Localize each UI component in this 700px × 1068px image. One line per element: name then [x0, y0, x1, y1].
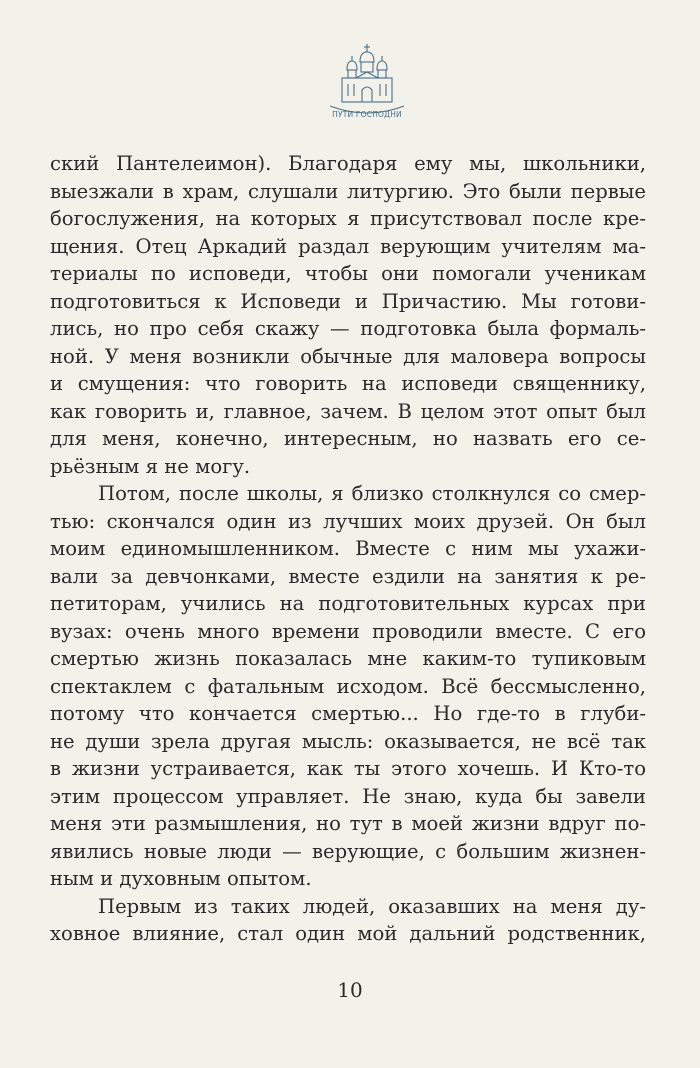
text-line: ский Пантелеимон). Благодаря ему мы, школьники, [50, 152, 646, 175]
logo-text: ПУТИ ГОСПОДНИ [332, 110, 402, 119]
text-line: спектаклем с фатальным исходом. Всё бессмысленно, [50, 674, 646, 698]
text-line: не души зрела другая мысль: оказывается, не всё так [50, 729, 646, 753]
text-line: щения. Отец Аркадий раздал верующим учителям ма- [50, 234, 646, 258]
text-line: ным и духовным опытом. [50, 867, 312, 890]
text-line: лись, но про себя скажу — подготовка была формаль- [50, 317, 646, 340]
text-line: петиторам, учились на подготовительных курсах при [50, 592, 646, 615]
text-line: в жизни устраивается, как ты этого хочешь. И Кто-то [50, 757, 646, 780]
text-line: и смущения: что говорить на исповеди священнику, [50, 372, 646, 395]
page-number: 10 [337, 978, 363, 1002]
church-logo [326, 40, 408, 126]
text-line: как говорить и, главное, зачем. В целом этот опыт был [50, 399, 646, 423]
text-line: явились новые люди — верующие, с большим жизнен- [50, 839, 646, 863]
text-line: для меня, конечно, интересным, но назвать его се- [50, 427, 646, 450]
text-line: богослужения, на которых я присутствовал после кре- [50, 207, 646, 230]
text-line: вузах: очень много времени проводили вместе. С его [50, 619, 646, 643]
text-line: Потом, после школы, я близко столкнулся со смер- [98, 482, 646, 505]
text-line: рьёзным я не могу. [50, 454, 251, 478]
text-line: выезжали в храм, слушали литургию. Это были первые [50, 179, 646, 203]
text-line: смертью жизнь показалась мне каким-то тупиковым [50, 647, 646, 670]
text-line: потому что кончается смертью... Но где-то в глуби- [50, 702, 646, 725]
text-line: ховное влияние, стал один мой дальний родственник, [50, 922, 646, 945]
text-line: Первым из таких людей, оказавших на меня ду- [98, 894, 646, 918]
text-line: моим единомышленником. Вместе с ним мы ухажи- [50, 537, 646, 560]
text-line: подготовиться к Исповеди и Причастию. Мы готови- [50, 289, 646, 313]
text-line: ной. У меня возникли обычные для маловера вопросы [50, 344, 646, 368]
body-text [50, 150, 646, 948]
text-line: териалы по исповеди, чтобы они помогали ученикам [50, 262, 646, 285]
text-line: тью: скончался один из лучших моих друзей. Он был [50, 509, 646, 533]
text-line: этим процессом управляет. Не знаю, куда бы завели [50, 784, 646, 808]
text-line: меня эти размышления, но тут в моей жизни вдруг по- [50, 812, 646, 835]
text-line: вали за девчонками, вместе ездили на занятия к ре- [50, 564, 646, 588]
